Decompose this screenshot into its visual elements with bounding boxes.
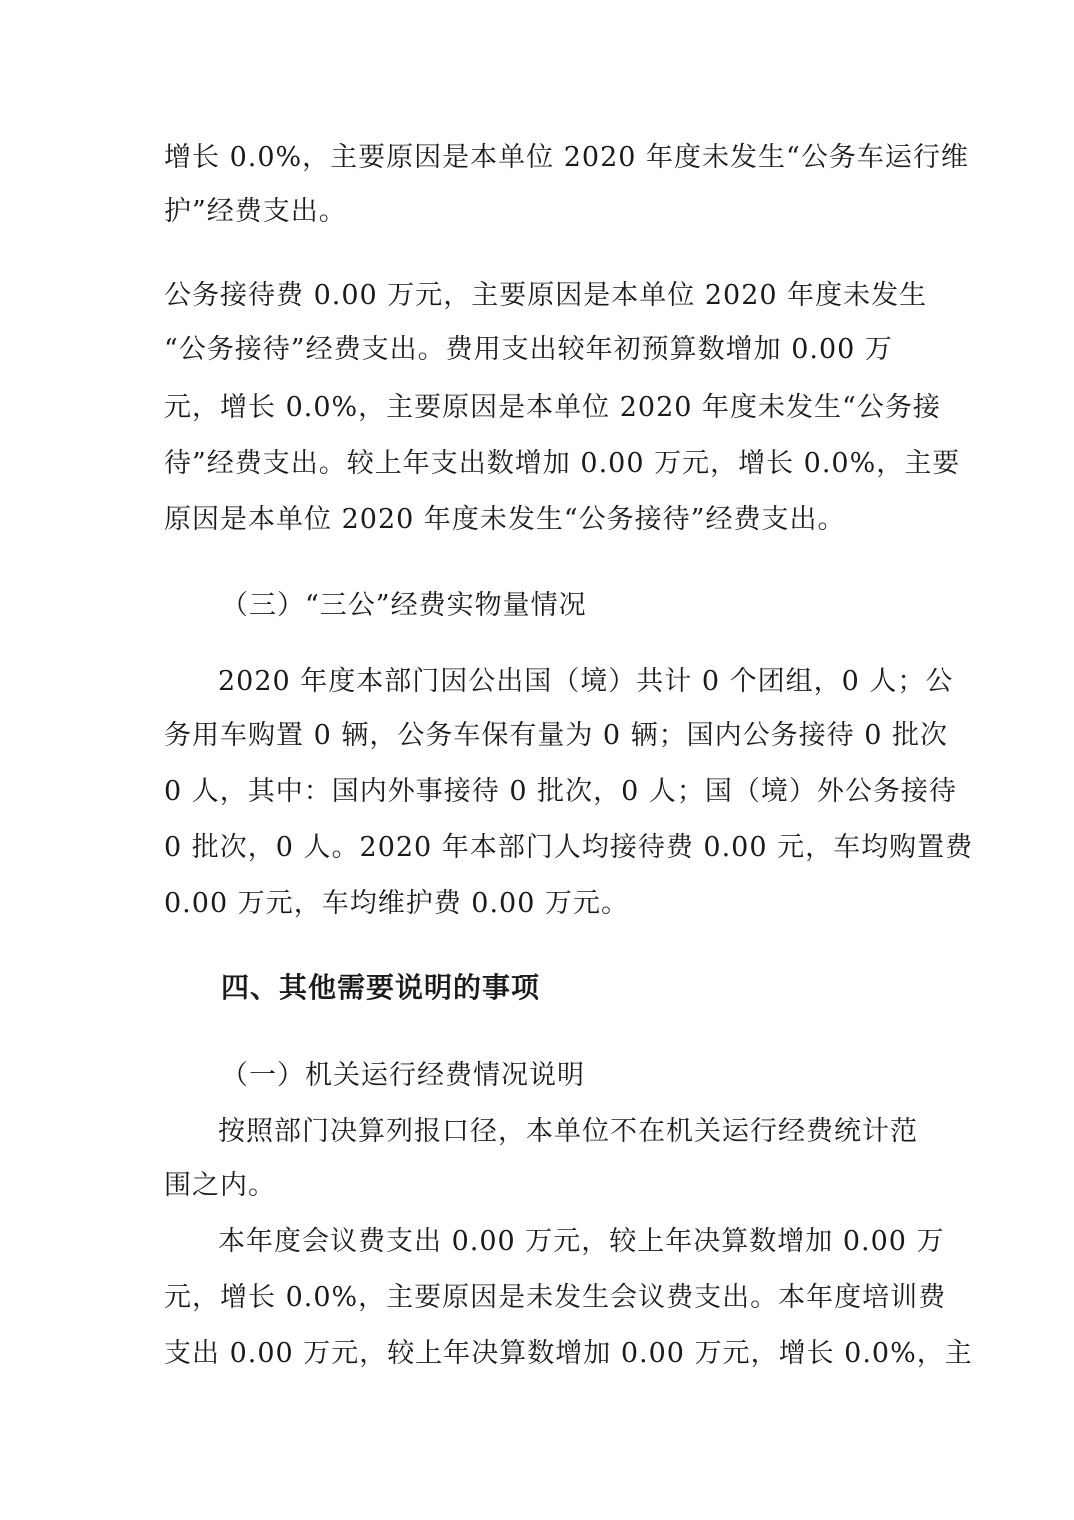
para2-line-2: “公务接待”经费支出。费用支出较年初预算数增加 0.00 万 xyxy=(164,334,893,365)
para4-line-2: 围之内。 xyxy=(164,1170,276,1201)
section-4-1-heading: （一）机关运行经费情况说明 xyxy=(221,1060,585,1091)
para5-line-2: 元，增长 0.0%，主要原因是未发生会议费支出。本年度培训费 xyxy=(164,1282,947,1313)
para5-line-1: 本年度会议费支出 0.00 万元，较上年决算数增加 0.00 万 xyxy=(218,1226,945,1257)
para1-line-2: 护”经费支出。 xyxy=(164,196,347,227)
para3-line-4: 0 批次，0 人。2020 年本部门人均接待费 0.00 元，车均购置费 xyxy=(164,832,974,863)
para5-line-3: 支出 0.00 万元，较上年决算数增加 0.00 万元，增长 0.0%，主 xyxy=(164,1338,973,1369)
para4-line-1: 按照部门决算列报口径，本单位不在机关运行经费统计范 xyxy=(218,1116,918,1147)
para3-line-5: 0.00 万元，车均维护费 0.00 万元。 xyxy=(164,888,629,919)
para2-line-3: 元，增长 0.0%，主要原因是本单位 2020 年度未发生“公务接 xyxy=(164,392,941,423)
para2-line-4: 待”经费支出。较上年支出数增加 0.00 万元，增长 0.0%，主要 xyxy=(164,448,961,479)
para2-line-1: 公务接待费 0.00 万元，主要原因是本单位 2020 年度未发生 xyxy=(164,280,928,311)
para1-line-1: 增长 0.0%，主要原因是本单位 2020 年度未发生“公务车运行维 xyxy=(164,142,969,173)
section-4-heading: 四、其他需要说明的事项 xyxy=(221,971,541,1004)
para2-line-5: 原因是本单位 2020 年度未发生“公务接待”经费支出。 xyxy=(164,504,846,535)
para3-line-3: 0 人，其中：国内外事接待 0 批次，0 人；国（境）外公务接待 xyxy=(164,776,957,807)
para3-line-2: 务用车购置 0 辆，公务车保有量为 0 辆；国内公务接待 0 批次 xyxy=(164,720,949,751)
para3-line-1: 2020 年度本部门因公出国（境）共计 0 个团组，0 人；公 xyxy=(218,666,954,697)
section-3-heading: （三）“三公”经费实物量情况 xyxy=(221,590,587,621)
